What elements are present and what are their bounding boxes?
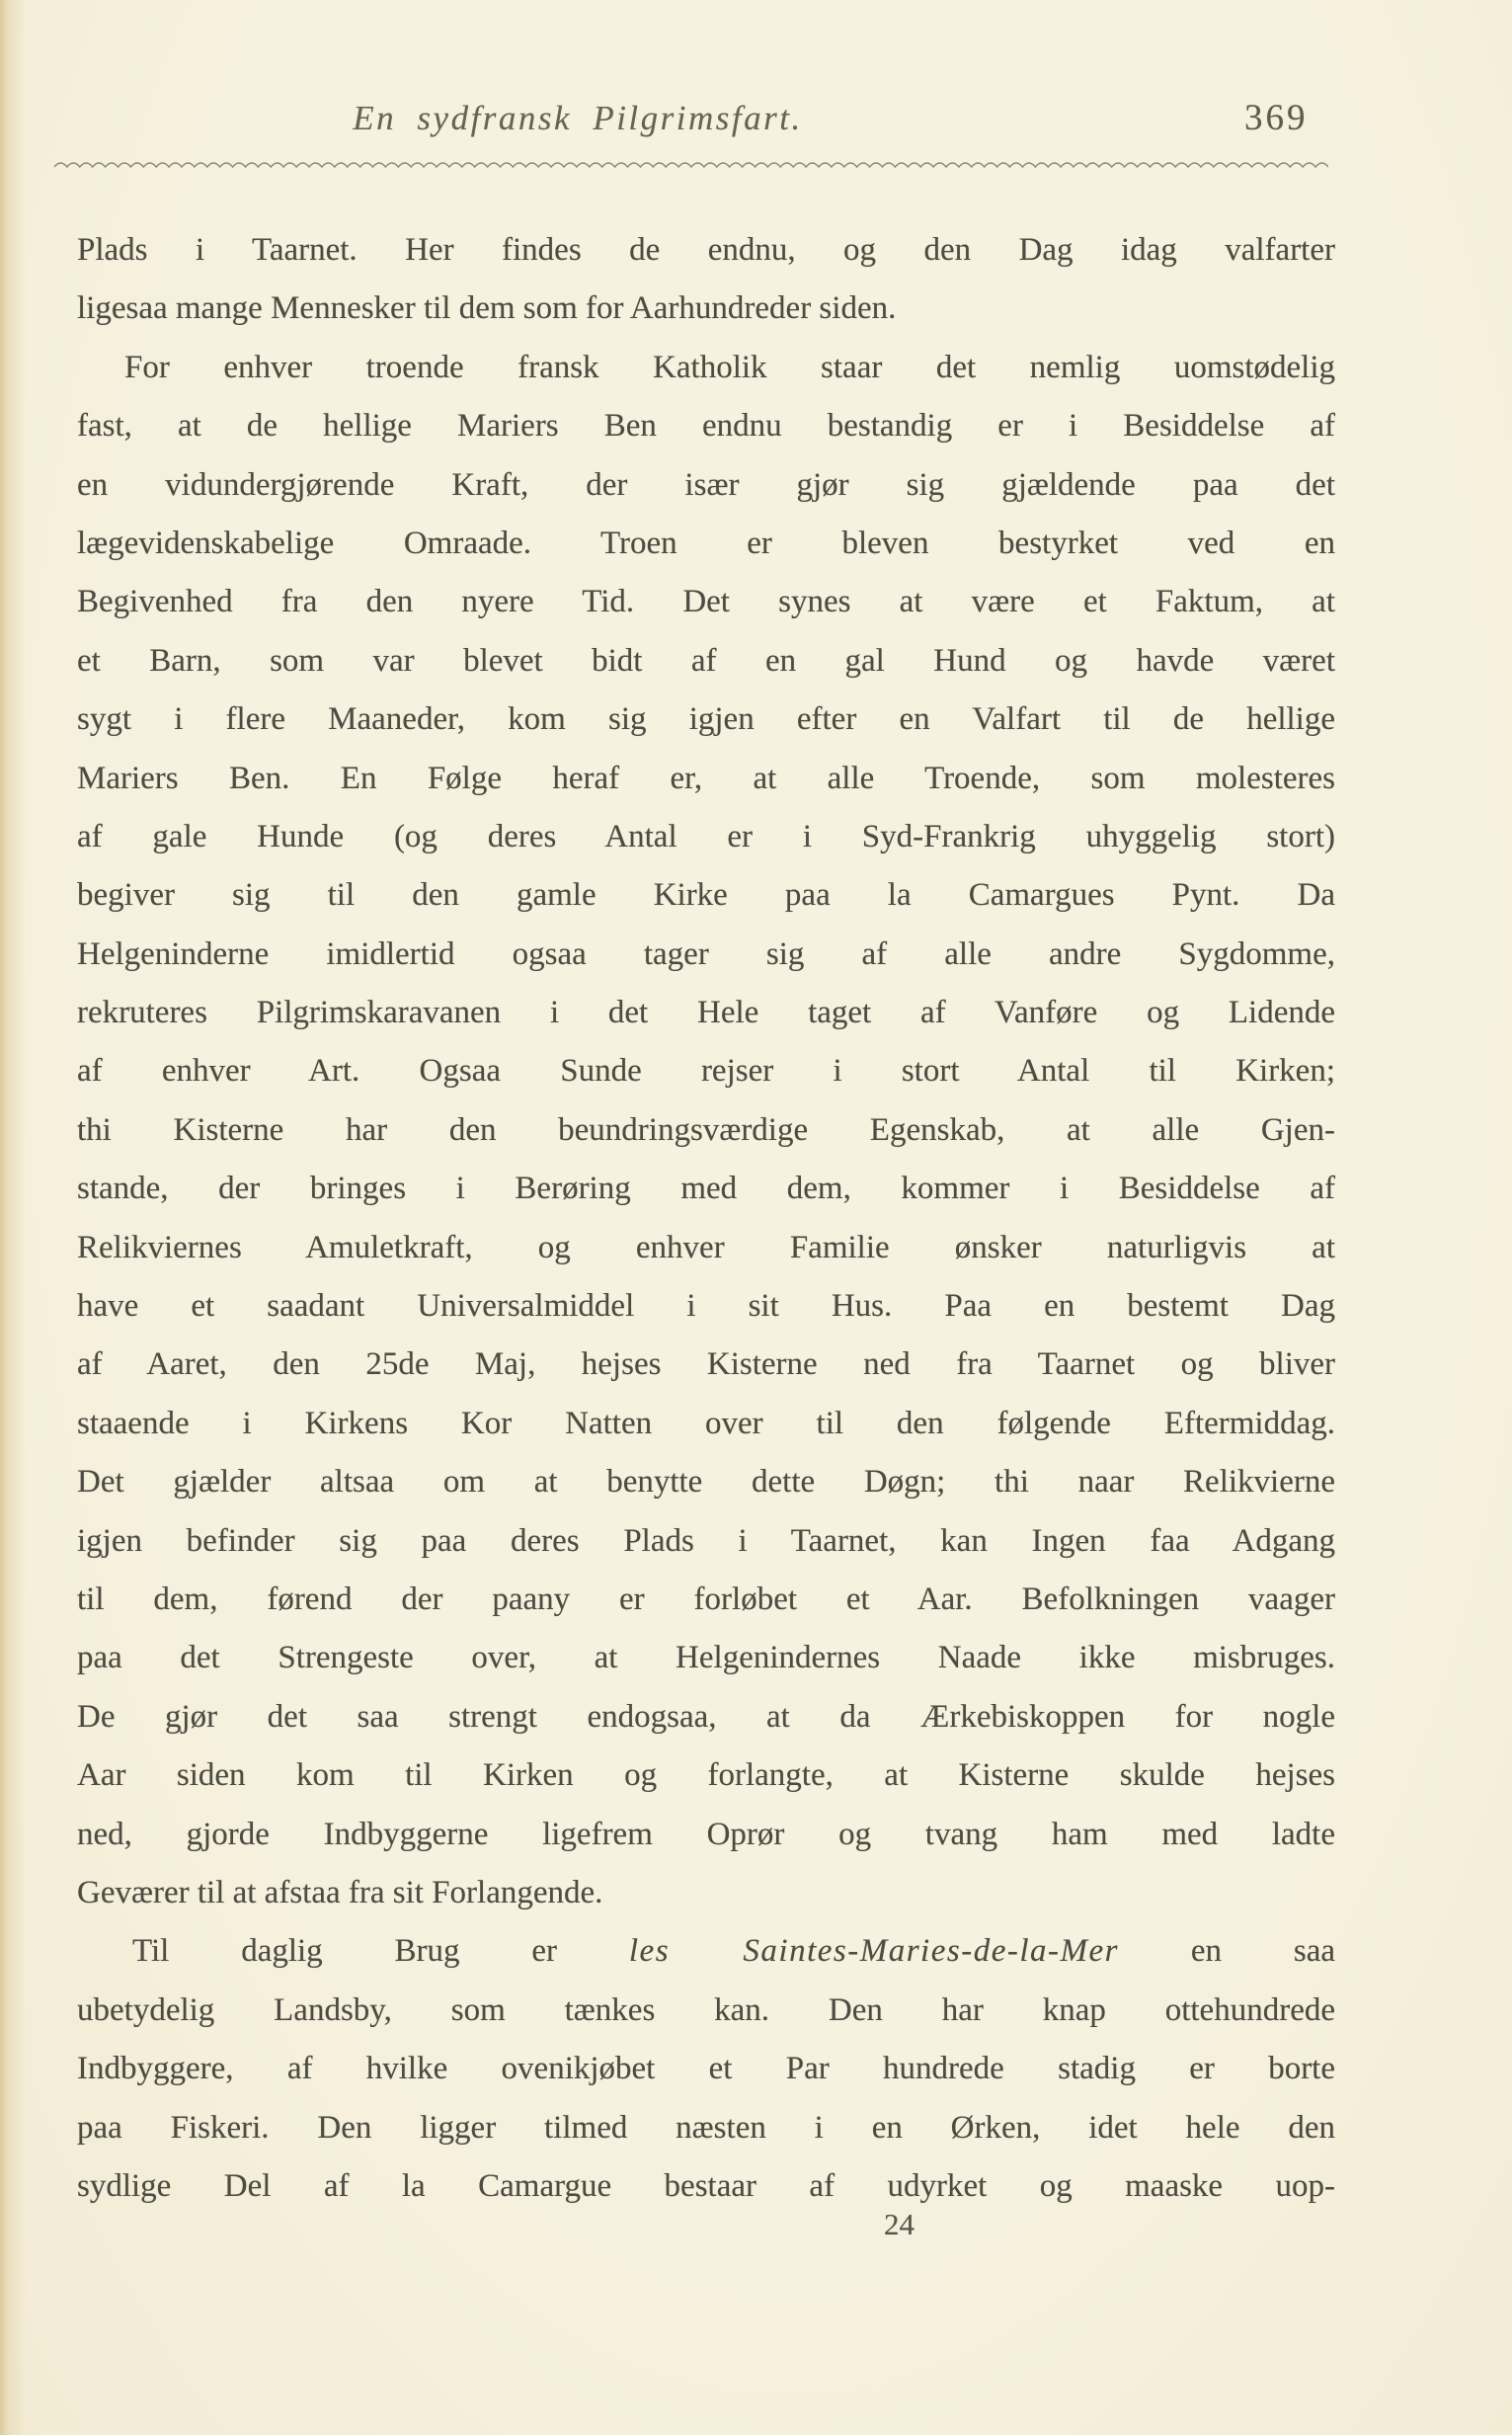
text-segment: Mariers Ben. En Følge heraf er, at alle Troende, som molesteres — [77, 760, 1335, 796]
text-line — [77, 1746, 1335, 1805]
italic-text-segment: les Saintes-Maries-de-la-Mer — [628, 1933, 1119, 1970]
text-segment: Begivenhed fra den nyere Tid. Det synes at være et Faktum, at — [77, 584, 1335, 620]
wavy-rule-path — [54, 163, 1328, 167]
text-line — [77, 1160, 1335, 1218]
text-segment: ned, gjorde Indbyggerne ligefrem Oprør og tvang ham med ladte — [77, 1816, 1335, 1852]
page-gutter-shadow — [0, 0, 26, 2435]
text-segment: en saa — [1118, 1933, 1335, 1970]
page-number: 369 — [1244, 98, 1309, 138]
text-segment: paa det Strengeste over, at Helgenindernes Naade ikke misbruges. — [77, 1640, 1335, 1676]
text-line — [77, 984, 1335, 1042]
text-segment: Geværer til at afstaa fra sit Forlangende. — [77, 1874, 603, 1910]
text-line — [77, 573, 1335, 631]
text-line — [77, 397, 1335, 455]
text-segment: til dem, førend der paany er forløbet et Aar. Befolkningen vaager — [77, 1581, 1335, 1617]
text-segment: et Barn, som var blevet bidt af en gal Hund og havde været — [77, 642, 1335, 679]
text-segment: stande, der bringes i Berøring med dem, kommer i Besiddelse af — [77, 1171, 1335, 1207]
text-line — [77, 1982, 1335, 2040]
running-title: En sydfransk Pilgrimsfart. — [353, 99, 803, 137]
text-segment: thi Kisterne har den beundringsværdige Egenskab, at alle Gjen- — [77, 1111, 1335, 1148]
text-segment: lægevidenskabelige Omraade. Troen er bleven bestyrket ved en — [77, 525, 1335, 561]
text-line — [77, 866, 1335, 925]
text-line — [77, 1629, 1335, 1687]
text-segment: Til daglig Brug er — [132, 1933, 629, 1970]
text-line — [77, 1806, 1335, 1864]
text-segment: igjen befinder sig paa deres Plads i Taarnet, kan Ingen faa Adgang — [77, 1522, 1335, 1559]
text-segment: af Aaret, den 25de Maj, hejses Kisterne ned fra Taarnet og bliver — [77, 1346, 1335, 1383]
text-segment: Aar siden kom til Kirken og forlangte, at Kisterne skulde hejses — [77, 1757, 1335, 1794]
text-segment: rekruteres Pilgrimskaravanen i det Hele taget af Vanføre og Lidende — [77, 995, 1335, 1031]
text-segment: ubetydelig Landsby, som tænkes kan. Den har knap ottehundrede — [77, 1991, 1335, 2028]
text-line — [77, 1922, 1335, 1981]
text-segment: fast, at de hellige Mariers Ben endnu bestandig er i Besiddelse af — [77, 408, 1335, 445]
text-segment: af enhver Art. Ogsaa Sunde rejser i stort Antal til Kirken; — [77, 1053, 1335, 1090]
wavy-rule-icon — [54, 158, 1328, 172]
text-segment: af gale Hunde (og deres Antal er i Syd-Frankrig uhyggelig stort) — [77, 818, 1335, 854]
text-line — [77, 1042, 1335, 1100]
text-line — [77, 280, 1335, 338]
text-segment: staaende i Kirkens Kor Natten over til den følgende Eftermiddag. — [77, 1405, 1335, 1441]
text-line — [77, 1688, 1335, 1746]
text-segment: Helgeninderne imidlertid ogsaa tager sig af alle andre Sygdomme, — [77, 935, 1335, 972]
text-line — [77, 339, 1335, 397]
text-line — [77, 690, 1335, 749]
text-line — [77, 2040, 1335, 2098]
text-line — [77, 926, 1335, 984]
text-line — [77, 1277, 1335, 1336]
text-line — [77, 1336, 1335, 1394]
text-line — [77, 456, 1335, 515]
text-line — [77, 1453, 1335, 1511]
text-segment: sygt i flere Maaneder, kom sig igjen efter en Valfart til de hellige — [77, 701, 1335, 738]
text-segment: begiver sig til den gamle Kirke paa la Camargues Pynt. Da — [77, 877, 1335, 914]
text-line — [77, 515, 1335, 573]
text-block — [77, 221, 1335, 2216]
text-line — [77, 1219, 1335, 1277]
text-line — [77, 1512, 1335, 1571]
text-segment: paa Fiskeri. Den ligger tilmed næsten i en Ørken, idet hele den — [77, 2109, 1335, 2146]
text-segment: Relikviernes Amuletkraft, og enhver Familie ønsker naturligvis at — [77, 1229, 1335, 1265]
text-segment: en vidundergjørende Kraft, der især gjør sig gjældende paa det — [77, 466, 1335, 503]
text-segment: Det gjælder altsaa om at benytte dette Døgn; thi naar Relikvierne — [77, 1464, 1335, 1501]
text-segment: Plads i Taarnet. Her findes de endnu, og den Dag idag valfarter — [77, 232, 1335, 268]
text-line — [77, 1101, 1335, 1160]
text-line — [77, 1864, 1335, 1922]
text-segment: De gjør det saa strengt endogsaa, at da Ærkebiskoppen for nogle — [77, 1698, 1335, 1735]
signature-mark: 24 — [884, 2207, 915, 2241]
text-line — [77, 808, 1335, 866]
text-line — [77, 2157, 1335, 2216]
text-segment: For enhver troende fransk Katholik staar det nemlig uomstødelig — [124, 349, 1335, 385]
text-line — [77, 221, 1335, 280]
text-line — [77, 1395, 1335, 1453]
text-segment: ligesaa mange Mennesker til dem som for Aarhundreder siden. — [77, 290, 897, 327]
text-segment: have et saadant Universalmiddel i sit Hus. Paa en bestemt Dag — [77, 1288, 1335, 1325]
text-line — [77, 750, 1335, 808]
text-segment: Indbyggere, af hvilke ovenikjøbet et Par hundrede stadig er borte — [77, 2051, 1335, 2087]
text-line — [77, 632, 1335, 690]
text-segment: sydlige Del af la Camargue bestaar af udyrket og maaske uop- — [77, 2167, 1335, 2204]
text-line — [77, 1571, 1335, 1629]
text-line — [77, 2099, 1335, 2157]
